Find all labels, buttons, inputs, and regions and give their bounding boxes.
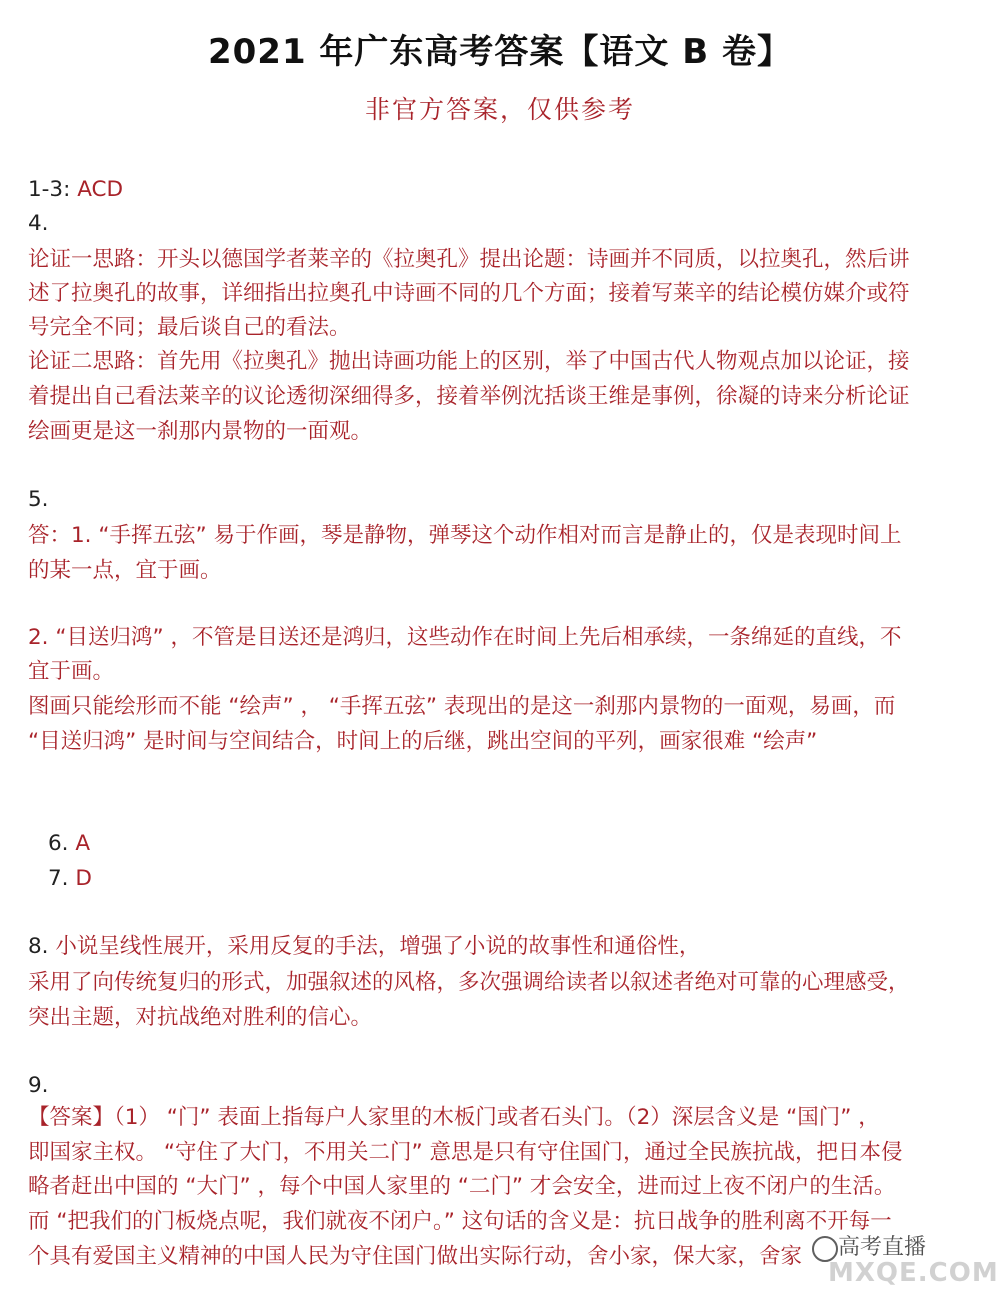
answer-1-3 [28, 173, 973, 207]
answer-5-line: “目送归鸿” 是时间与空间结合，时间上的后继，跳出空间的平列，画家很难 “绘声” [28, 729, 818, 754]
answer-text: ACD [77, 177, 124, 202]
watermark-name: 高考直播 [838, 1235, 927, 1260]
page-subtitle: 非官方答案，仅供参考 [364, 95, 635, 124]
question-label: 7. [48, 866, 69, 891]
answer-4-line: 着提出自己看法莱辛的议论透彻深细得多，接着举例沈括谈王维是事例，徐凝的诗来分析论证 [28, 384, 910, 409]
answer-4-line: 论证一思路：开头以德国学者莱辛的《拉奥孔》提出论题：诗画并不同质，以拉奥孔，然后讲 [28, 247, 910, 272]
answer-8-first [28, 930, 973, 964]
answer-5-line: 的某一点，宜于画。 [28, 558, 222, 583]
question-4-label: 4. [28, 211, 49, 236]
answer-5-line: 2. “目送归鸿” ，不管是目送还是鸿归，这些动作在时间上先后相承续，一条绵延的直线，不 [28, 625, 902, 650]
answer-4-line: 述了拉奥孔的故事，详细指出拉奥孔中诗画不同的几个方面；接着写莱辛的结论模仿媒介或符 [28, 281, 910, 306]
answer-4-line: 绘画更是这一刹那内景物的一面观。 [28, 419, 373, 444]
answer-9-line: 略者赶出中国的 “大门” ，每个中国人家里的 “二门” 才会安全，进而过上夜不闭户的生活。 [28, 1174, 896, 1199]
question-9-label: 9. [28, 1073, 49, 1098]
watermark-site: MXQE.COM [828, 1258, 999, 1288]
answer-6 [48, 827, 993, 861]
answer-9-line: 而 “把我们的门板烧点呢，我们就夜不闭户。” 这句话的含义是：抗日战争的胜利离不开每一 [28, 1209, 892, 1234]
question-label: 1-3: [28, 177, 71, 202]
question-label: 6. [48, 831, 69, 856]
answer-8-line: 采用了向传统复归的形式，加强叙述的风格，多次强调给读者以叙述者绝对可靠的心理感受， [28, 970, 910, 995]
answer-text: A [75, 831, 91, 856]
answer-5-line: 宜于画。 [28, 659, 115, 684]
question-5-label: 5. [28, 487, 49, 512]
answer-4-line: 号完全不同；最后谈自己的看法。 [28, 315, 351, 340]
answer-5-line: 答：1. “手挥五弦” 易于作画，琴是静物，弹琴这个动作相对而言是静止的，仅是表现时间上 [28, 523, 902, 548]
answer-5-line: 图画只能绘形而不能 “绘声” ， “手挥五弦” 表现出的是这一刹那内景物的一面观，易画，而 [28, 694, 896, 719]
watermark [808, 1228, 999, 1288]
page-title: 2021 年广东高考答案【语文 B 卷】 [207, 32, 793, 72]
answer-9-line: 【答案】（1） “门” 表面上指每户人家里的木板门或者石头门。（2）深层含义是 “国门” ， [28, 1105, 880, 1130]
answer-text: D [75, 866, 92, 891]
question-label: 8. [28, 934, 49, 959]
answer-7 [48, 862, 993, 896]
answer-4-line: 论证二思路：首先用《拉奥孔》抛出诗画功能上的区别，举了中国古代人物观点加以论证，接 [28, 349, 910, 374]
answer-8-line: 小说呈线性展开，采用反复的手法，增强了小说的故事性和通俗性， [55, 934, 701, 959]
answer-9-line: 即国家主权。 “守住了大门，不用关二门” 意思是只有守住国门，通过全民族抗战，把日本侵 [28, 1140, 903, 1165]
answer-9-line: 个具有爱国主义精神的中国人民为守住国门做出实际行动，舍小家，保大家，舍家 [28, 1244, 803, 1269]
answer-8-line: 突出主题，对抗战绝对胜利的信心。 [28, 1005, 373, 1030]
